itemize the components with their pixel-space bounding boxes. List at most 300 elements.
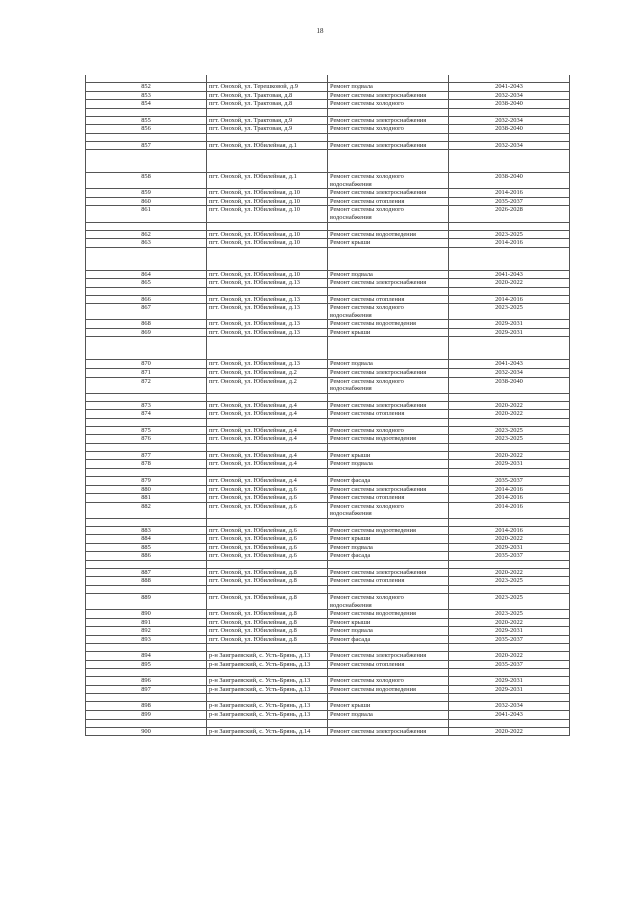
period-cell: 2029-2031 — [449, 543, 570, 552]
period-cell: 2038-2040 — [449, 377, 570, 393]
period-cell: 2038-2040 — [449, 125, 570, 134]
address-cell: пгт. Онохой, ул. Юбилейная, д.2 — [207, 377, 328, 393]
work-type-cell: Ремонт подвала — [328, 360, 449, 369]
spacer-cell — [207, 644, 328, 652]
repair-schedule-table — [85, 75, 570, 736]
table-row — [86, 552, 570, 561]
period-cell: 2032-2034 — [449, 91, 570, 100]
spacer-cell — [449, 585, 570, 593]
spacer-cell — [207, 518, 328, 526]
table-row — [86, 593, 570, 609]
address-cell: пгт. Онохой, ул. Юбилейная, д.4 — [207, 451, 328, 460]
work-type-cell: Ремонт системы холодного водоснабжения — [328, 206, 449, 222]
period-cell: 2029-2031 — [449, 328, 570, 337]
table-row — [86, 618, 570, 627]
spacer-cell — [207, 222, 328, 230]
table-row — [86, 83, 570, 92]
row-number: 882 — [86, 502, 207, 518]
spacer-cell — [449, 644, 570, 652]
work-type-cell: Ремонт системы электроснабжения — [328, 652, 449, 661]
period-cell: 2014-2016 — [449, 239, 570, 248]
spacer-cell — [328, 443, 449, 451]
period-cell: 2035-2037 — [449, 476, 570, 485]
row-spacer — [86, 468, 570, 476]
table-row — [86, 377, 570, 393]
address-cell: пгт. Онохой, ул. Юбилейная, д.4 — [207, 426, 328, 435]
period-cell: 2035-2037 — [449, 552, 570, 561]
spacer-cell — [207, 133, 328, 141]
address-cell: р-н Заиграевский, с. Усть-Брянь, д.13 — [207, 685, 328, 694]
work-type-cell: Ремонт системы водоотведения — [328, 610, 449, 619]
table-row — [86, 230, 570, 239]
work-type-cell: Ремонт системы электроснабжения — [328, 141, 449, 150]
period-cell: 2014-2016 — [449, 189, 570, 198]
spacer-cell — [328, 247, 449, 270]
work-type-cell: Ремонт системы холодного водоснабжения — [328, 173, 449, 189]
row-number: 860 — [86, 197, 207, 206]
row-number: 875 — [86, 426, 207, 435]
address-cell: пгт. Онохой, ул. Юбилейная, д.6 — [207, 543, 328, 552]
table-row — [86, 328, 570, 337]
row-number: 890 — [86, 610, 207, 619]
row-number: 886 — [86, 552, 207, 561]
table-row — [86, 206, 570, 222]
row-number: 862 — [86, 230, 207, 239]
address-cell: пгт. Онохой, ул. Юбилейная, д.4 — [207, 435, 328, 444]
spacer-cell — [86, 133, 207, 141]
page-number: 18 — [316, 27, 324, 35]
period-cell: 2029-2031 — [449, 627, 570, 636]
work-type-cell: Ремонт подвала — [328, 83, 449, 92]
address-cell: пгт. Онохой, ул. Юбилейная, д.1 — [207, 173, 328, 189]
work-type-cell: Ремонт подвала — [328, 460, 449, 469]
address-cell: р-н Заиграевский, с. Усть-Брянь, д.13 — [207, 677, 328, 686]
work-type-cell: Ремонт системы отопления — [328, 410, 449, 419]
table-row — [86, 502, 570, 518]
spacer-cell — [207, 585, 328, 593]
row-number: 893 — [86, 635, 207, 644]
address-cell: пгт. Онохой, ул. Юбилейная, д.10 — [207, 270, 328, 279]
row-spacer — [86, 669, 570, 677]
work-type-cell: Ремонт системы водоотведения — [328, 320, 449, 329]
work-type-cell: Ремонт фасада — [328, 552, 449, 561]
address-cell: пгт. Онохой, ул. Юбилейная, д.8 — [207, 618, 328, 627]
work-type-cell: Ремонт системы электроснабжения — [328, 485, 449, 494]
work-type-cell: Ремонт системы холодного — [328, 677, 449, 686]
spacer-cell — [207, 443, 328, 451]
work-type-cell: Ремонт системы электроснабжения — [328, 279, 449, 288]
address-cell: пгт. Онохой, ул. Юбилейная, д.10 — [207, 239, 328, 248]
work-type-cell: Ремонт крыши — [328, 618, 449, 627]
spacer-cell — [86, 585, 207, 593]
spacer-cell — [86, 719, 207, 727]
spacer-cell — [449, 719, 570, 727]
table-row — [86, 295, 570, 304]
row-number: 861 — [86, 206, 207, 222]
period-cell: 2041-2043 — [449, 360, 570, 369]
table-row — [86, 485, 570, 494]
spacer-cell — [86, 247, 207, 270]
spacer-cell — [328, 518, 449, 526]
work-type-cell: Ремонт системы отопления — [328, 494, 449, 503]
spacer-cell — [207, 337, 328, 360]
row-number: 855 — [86, 116, 207, 125]
spacer-cell — [449, 669, 570, 677]
row-spacer — [86, 75, 570, 83]
table-row — [86, 91, 570, 100]
spacer-cell — [328, 287, 449, 295]
table-row — [86, 369, 570, 378]
period-cell: 2020-2022 — [449, 568, 570, 577]
period-cell: 2023-2025 — [449, 426, 570, 435]
address-cell: пгт. Онохой, ул. Юбилейная, д.6 — [207, 535, 328, 544]
row-number: 887 — [86, 568, 207, 577]
work-type-cell: Ремонт системы отопления — [328, 197, 449, 206]
spacer-cell — [207, 560, 328, 568]
row-number: 859 — [86, 189, 207, 198]
row-number: 871 — [86, 369, 207, 378]
table-row — [86, 320, 570, 329]
period-cell: 2035-2037 — [449, 197, 570, 206]
spacer-cell — [207, 287, 328, 295]
period-cell: 2014-2016 — [449, 485, 570, 494]
table-row — [86, 727, 570, 736]
work-type-cell: Ремонт системы отопления — [328, 577, 449, 586]
period-cell: 2020-2022 — [449, 410, 570, 419]
table-row — [86, 125, 570, 134]
table-row — [86, 660, 570, 669]
period-cell: 2032-2034 — [449, 116, 570, 125]
row-number: 878 — [86, 460, 207, 469]
spacer-cell — [86, 560, 207, 568]
period-cell: 2020-2022 — [449, 401, 570, 410]
address-cell: пгт. Онохой, ул. Юбилейная, д.13 — [207, 279, 328, 288]
work-type-cell: Ремонт подвала — [328, 710, 449, 719]
address-cell: пгт. Онохой, ул. Юбилейная, д.10 — [207, 206, 328, 222]
spacer-cell — [328, 694, 449, 702]
period-cell: 2029-2031 — [449, 460, 570, 469]
period-cell: 2014-2016 — [449, 295, 570, 304]
period-cell: 2026-2028 — [449, 206, 570, 222]
row-spacer — [86, 443, 570, 451]
row-spacer — [86, 560, 570, 568]
row-number: 884 — [86, 535, 207, 544]
address-cell: р-н Заиграевский, с. Усть-Брянь, д.13 — [207, 652, 328, 661]
period-cell: 2023-2025 — [449, 577, 570, 586]
row-number: 869 — [86, 328, 207, 337]
row-number: 895 — [86, 660, 207, 669]
spacer-cell — [449, 443, 570, 451]
period-cell: 2032-2034 — [449, 369, 570, 378]
spacer-cell — [207, 108, 328, 116]
period-cell: 2014-2016 — [449, 494, 570, 503]
table-row — [86, 627, 570, 636]
spacer-cell — [86, 393, 207, 401]
table-row — [86, 401, 570, 410]
address-cell: пгт. Онохой, ул. Юбилейная, д.6 — [207, 526, 328, 535]
period-cell: 2038-2040 — [449, 100, 570, 109]
table-row — [86, 360, 570, 369]
work-type-cell: Ремонт системы электроснабжения — [328, 91, 449, 100]
spacer-cell — [449, 468, 570, 476]
row-number: 888 — [86, 577, 207, 586]
work-type-cell: Ремонт системы электроснабжения — [328, 189, 449, 198]
period-cell: 2023-2025 — [449, 230, 570, 239]
table-row — [86, 710, 570, 719]
address-cell: р-н Заиграевский, с. Усть-Брянь, д.13 — [207, 660, 328, 669]
period-cell: 2041-2043 — [449, 270, 570, 279]
period-cell: 2020-2022 — [449, 535, 570, 544]
spacer-cell — [449, 150, 570, 173]
work-type-cell: Ремонт крыши — [328, 239, 449, 248]
address-cell: пгт. Онохой, ул. Юбилейная, д.2 — [207, 369, 328, 378]
spacer-cell — [449, 133, 570, 141]
row-spacer — [86, 247, 570, 270]
work-type-cell: Ремонт системы электроснабжения — [328, 568, 449, 577]
row-number: 899 — [86, 710, 207, 719]
row-number: 868 — [86, 320, 207, 329]
spacer-cell — [86, 222, 207, 230]
address-cell: пгт. Онохой, ул. Юбилейная, д.13 — [207, 320, 328, 329]
period-cell: 2029-2031 — [449, 685, 570, 694]
work-type-cell: Ремонт крыши — [328, 328, 449, 337]
work-type-cell: Ремонт фасада — [328, 635, 449, 644]
address-cell: пгт. Онохой, ул. Юбилейная, д.10 — [207, 230, 328, 239]
row-number: 873 — [86, 401, 207, 410]
spacer-cell — [86, 150, 207, 173]
table-row — [86, 610, 570, 619]
period-cell: 2020-2022 — [449, 727, 570, 736]
row-number: 876 — [86, 435, 207, 444]
row-number: 866 — [86, 295, 207, 304]
address-cell: пгт. Онохой, ул. Юбилейная, д.4 — [207, 410, 328, 419]
period-cell: 2020-2022 — [449, 618, 570, 627]
row-number: 867 — [86, 304, 207, 320]
table-row — [86, 435, 570, 444]
row-spacer — [86, 644, 570, 652]
spacer-cell — [449, 337, 570, 360]
work-type-cell: Ремонт системы электроснабжения — [328, 727, 449, 736]
period-cell: 2041-2043 — [449, 83, 570, 92]
row-spacer — [86, 108, 570, 116]
spacer-cell — [328, 150, 449, 173]
row-number: 857 — [86, 141, 207, 150]
row-number: 877 — [86, 451, 207, 460]
row-spacer — [86, 393, 570, 401]
work-type-cell: Ремонт системы водоотведения — [328, 685, 449, 694]
period-cell: 2020-2022 — [449, 652, 570, 661]
address-cell: пгт. Онохой, ул. Юбилейная, д.4 — [207, 460, 328, 469]
period-cell: 2029-2031 — [449, 320, 570, 329]
spacer-cell — [449, 247, 570, 270]
work-type-cell: Ремонт системы холодного — [328, 426, 449, 435]
period-cell: 2023-2025 — [449, 435, 570, 444]
spacer-cell — [207, 247, 328, 270]
row-number: 889 — [86, 593, 207, 609]
row-number: 894 — [86, 652, 207, 661]
period-cell: 2038-2040 — [449, 173, 570, 189]
row-number: 852 — [86, 83, 207, 92]
address-cell: пгт. Онохой, ул. Юбилейная, д.6 — [207, 485, 328, 494]
spacer-cell — [207, 468, 328, 476]
address-cell: пгт. Онохой, ул. Юбилейная, д.8 — [207, 593, 328, 609]
table-row — [86, 635, 570, 644]
address-cell: пгт. Онохой, ул. Юбилейная, д.10 — [207, 189, 328, 198]
spacer-cell — [86, 644, 207, 652]
period-cell: 2023-2025 — [449, 593, 570, 609]
address-cell: пгт. Онохой, ул. Юбилейная, д.8 — [207, 577, 328, 586]
table-row — [86, 410, 570, 419]
address-cell: пгт. Онохой, ул. Трактовая, д.8 — [207, 91, 328, 100]
table-row — [86, 451, 570, 460]
row-number: 865 — [86, 279, 207, 288]
work-type-cell: Ремонт крыши — [328, 535, 449, 544]
table-row — [86, 568, 570, 577]
row-number: 870 — [86, 360, 207, 369]
period-cell: 2032-2034 — [449, 702, 570, 711]
row-spacer — [86, 287, 570, 295]
work-type-cell: Ремонт системы холодного водоснабжения — [328, 593, 449, 609]
table-row — [86, 652, 570, 661]
work-type-cell: Ремонт подвала — [328, 627, 449, 636]
spacer-cell — [86, 518, 207, 526]
row-spacer — [86, 222, 570, 230]
row-number: 856 — [86, 125, 207, 134]
period-cell: 2020-2022 — [449, 279, 570, 288]
row-number: 872 — [86, 377, 207, 393]
period-cell: 2020-2022 — [449, 451, 570, 460]
work-type-cell: Ремонт системы холодного — [328, 100, 449, 109]
spacer-cell — [86, 669, 207, 677]
period-cell: 2023-2025 — [449, 304, 570, 320]
period-cell: 2029-2031 — [449, 677, 570, 686]
address-cell: пгт. Онохой, ул. Юбилейная, д.6 — [207, 552, 328, 561]
spacer-cell — [328, 669, 449, 677]
row-spacer — [86, 337, 570, 360]
work-type-cell: Ремонт системы холодного водоснабжения — [328, 502, 449, 518]
address-cell: пгт. Онохой, ул. Юбилейная, д.8 — [207, 568, 328, 577]
address-cell: пгт. Онохой, ул. Юбилейная, д.4 — [207, 476, 328, 485]
spacer-cell — [449, 393, 570, 401]
work-type-cell: Ремонт системы водоотведения — [328, 230, 449, 239]
address-cell: пгт. Онохой, ул. Юбилейная, д.6 — [207, 494, 328, 503]
work-type-cell: Ремонт системы отопления — [328, 295, 449, 304]
table-row — [86, 494, 570, 503]
work-type-cell: Ремонт системы электроснабжения — [328, 369, 449, 378]
work-type-cell: Ремонт системы холодного — [328, 125, 449, 134]
work-type-cell: Ремонт системы холодного водоснабжения — [328, 377, 449, 393]
spacer-cell — [328, 468, 449, 476]
address-cell: пгт. Онохой, ул. Юбилейная, д.4 — [207, 401, 328, 410]
period-cell: 2041-2043 — [449, 710, 570, 719]
work-type-cell: Ремонт системы водоотведения — [328, 526, 449, 535]
row-spacer — [86, 585, 570, 593]
table-row — [86, 577, 570, 586]
row-number: 853 — [86, 91, 207, 100]
spacer-cell — [86, 287, 207, 295]
work-type-cell: Ремонт системы водоотведения — [328, 435, 449, 444]
row-number: 879 — [86, 476, 207, 485]
spacer-cell — [86, 108, 207, 116]
row-number: 863 — [86, 239, 207, 248]
table-row — [86, 702, 570, 711]
row-spacer — [86, 133, 570, 141]
spacer-cell — [328, 585, 449, 593]
table-row — [86, 426, 570, 435]
table-row — [86, 189, 570, 198]
table-row — [86, 304, 570, 320]
row-spacer — [86, 694, 570, 702]
table-row — [86, 100, 570, 109]
spacer-cell — [86, 694, 207, 702]
spacer-cell — [86, 443, 207, 451]
address-cell: пгт. Онохой, ул. Юбилейная, д.13 — [207, 328, 328, 337]
address-cell: пгт. Онохой, ул. Юбилейная, д.13 — [207, 295, 328, 304]
row-spacer — [86, 719, 570, 727]
row-number: 898 — [86, 702, 207, 711]
spacer-cell — [328, 644, 449, 652]
row-number: 891 — [86, 618, 207, 627]
spacer-cell — [86, 468, 207, 476]
address-cell: пгт. Онохой, ул. Юбилейная, д.6 — [207, 502, 328, 518]
row-spacer — [86, 518, 570, 526]
spacer-cell — [207, 418, 328, 426]
spacer-cell — [86, 418, 207, 426]
address-cell: пгт. Онохой, ул. Трактовая, д.9 — [207, 116, 328, 125]
spacer-cell — [328, 719, 449, 727]
table-row — [86, 535, 570, 544]
spacer-cell — [328, 393, 449, 401]
table-row — [86, 685, 570, 694]
table-row — [86, 270, 570, 279]
table-row — [86, 460, 570, 469]
row-number: 881 — [86, 494, 207, 503]
row-number: 874 — [86, 410, 207, 419]
row-number: 858 — [86, 173, 207, 189]
table-row — [86, 526, 570, 535]
spacer-cell — [449, 518, 570, 526]
spacer-cell — [449, 75, 570, 83]
spacer-cell — [449, 222, 570, 230]
row-number: 897 — [86, 685, 207, 694]
spacer-cell — [207, 150, 328, 173]
period-cell: 2014-2016 — [449, 526, 570, 535]
row-number: 880 — [86, 485, 207, 494]
work-type-cell: Ремонт крыши — [328, 451, 449, 460]
address-cell: пгт. Онохой, ул. Юбилейная, д.1 — [207, 141, 328, 150]
work-type-cell: Ремонт системы холодного водоснабжения — [328, 304, 449, 320]
period-cell: 2032-2034 — [449, 141, 570, 150]
address-cell: пгт. Онохой, ул. Юбилейная, д.8 — [207, 627, 328, 636]
spacer-cell — [207, 719, 328, 727]
row-number: 854 — [86, 100, 207, 109]
spacer-cell — [207, 393, 328, 401]
address-cell: пгт. Онохой, ул. Юбилейная, д.13 — [207, 360, 328, 369]
table-row — [86, 476, 570, 485]
work-type-cell: Ремонт системы электроснабжения — [328, 401, 449, 410]
table-row — [86, 239, 570, 248]
row-number: 883 — [86, 526, 207, 535]
table-row — [86, 279, 570, 288]
address-cell: пгт. Онохой, ул. Юбилейная, д.8 — [207, 610, 328, 619]
row-number: 892 — [86, 627, 207, 636]
spacer-cell — [207, 75, 328, 83]
period-cell: 2035-2037 — [449, 660, 570, 669]
work-type-cell: Ремонт системы электроснабжения — [328, 116, 449, 125]
row-number: 900 — [86, 727, 207, 736]
row-number: 896 — [86, 677, 207, 686]
row-number: 885 — [86, 543, 207, 552]
